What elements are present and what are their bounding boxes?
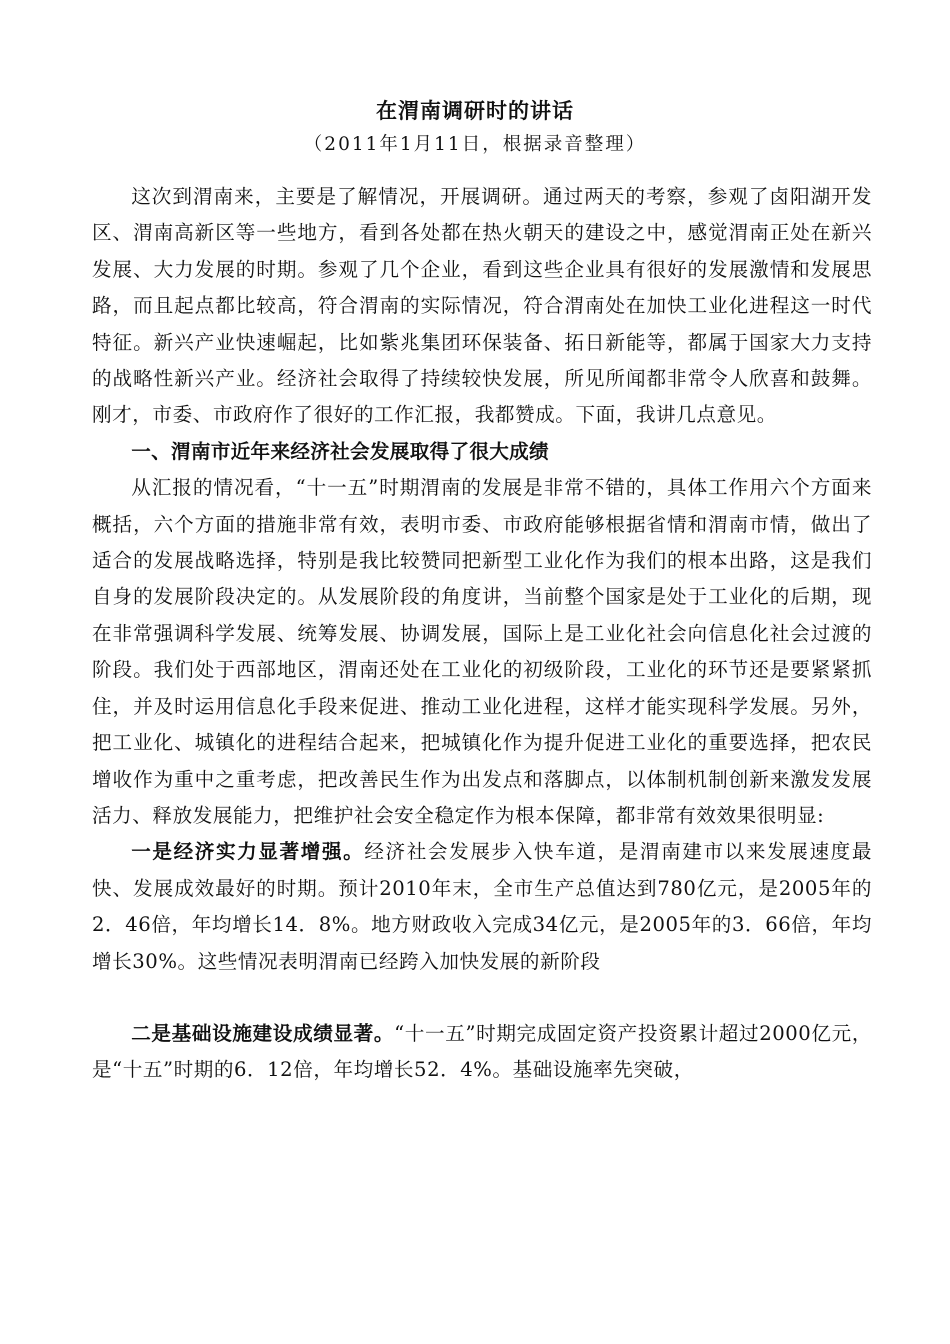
paragraph-lead: 二是基础设施建设成绩显著。 bbox=[131, 1021, 395, 1045]
section-heading-1: 一、渭南市近年来经济社会发展取得了很大成绩 bbox=[131, 439, 549, 463]
page-title: 在渭南调研时的讲话 bbox=[376, 99, 574, 123]
paragraph-infrastructure bbox=[92, 1016, 872, 1089]
paragraph-text: 这次到渭南来，主要是了解情况，开展调研。通过两天的考察，参观了卤阳湖开发区、渭南高新区等一些地方，看到各处都在热火朝天的建设之中，感觉渭南正处在新兴发展、大力发展的时期。参观了几个企业，看到这些企业具有很好的发展激情和发展思路，而且起点都比较高，符合渭南的实际情况，符合渭南处在加快工业化进程这一时代特征。新兴产业快速崛起，比如紫兆集团环保装备、拓日新能等，都属于国家大力支持的战略性新兴产业。经济社会取得了持续较快发展，所见所闻都非常令人欣喜和鼓舞。刚才，市委、市政府作了很好的工作汇报，我都赞成。下面，我讲几点意见。 bbox=[92, 185, 872, 427]
document-body bbox=[92, 179, 872, 1089]
paragraph-lead: 一是经济实力显著增强。 bbox=[131, 840, 365, 864]
paragraph-text: 经济社会发展步入快车道，是渭南建市以来发展速度最快、发展成效最好的时期。预计2010年末，全市生产总值达到780亿元，是2005年的2．46倍，年均增长14．8%。地方财政收入完成34亿元，是2005年的3．66倍，年均增长30%。这些情况表明渭南已经跨入加快发展的新阶段 bbox=[92, 840, 872, 973]
paragraph-text: 从汇报的情况看，“十一五”时期渭南的发展是非常不错的，具体工作用六个方面来概括，六个方面的措施非常有效，表明市委、市政府能够根据省情和渭南市情，做出了适合的发展战略选择，特别是我比较赞同把新型工业化作为我们的根本出路，这是我们自身的发展阶段决定的。从发展阶段的角度讲，当前整个国家是处于工业化的后期，现在非常强调科学发展、统筹发展、协调发展，国际上是工业化社会向信息化社会过渡的阶段。我们处于西部地区，渭南还处在工业化的初级阶段，工业化的环节还是要紧紧抓住，并及时运用信息化手段来促进、推动工业化进程，这样才能实现科学发展。另外，把工业化、城镇化的进程结合起来，把城镇化作为提升促进工业化的重要选择，把农民增收作为重中之重考虑，把改善民生作为出发点和落脚点，以体制机制创新来激发发展活力、释放发展能力，把维护社会安全稳定作为根本保障，都非常有效效果很明显: bbox=[92, 476, 872, 827]
paragraph-summary bbox=[92, 470, 872, 834]
paragraph-intro bbox=[92, 179, 872, 434]
paragraph-text: “十一五”时期完成固定资产投资累计超过2000亿元，是“十五”时期的6．12倍，年均增长52．4%。基础设施率先突破， bbox=[92, 1021, 872, 1082]
paragraph-economy bbox=[92, 834, 872, 980]
page-subtitle: （2011年1月11日，根据录音整理） bbox=[303, 134, 647, 155]
